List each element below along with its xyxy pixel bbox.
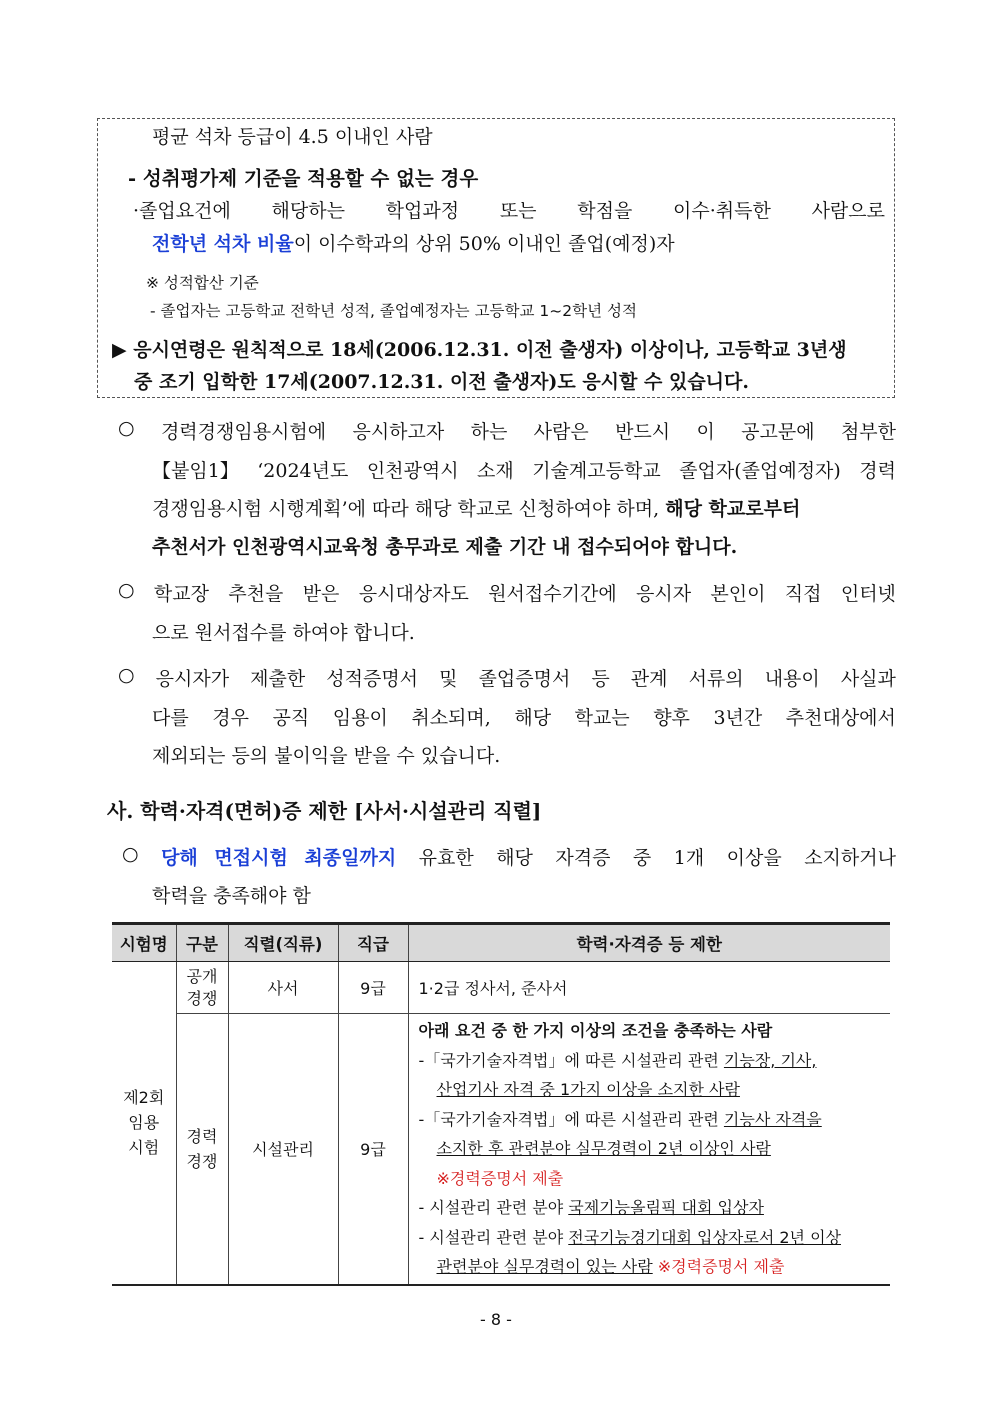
para3-l1-word: 및 xyxy=(439,668,458,690)
para1-l2-word: 인천광역시 xyxy=(366,460,459,482)
para1-l1-word: 이 xyxy=(696,421,715,443)
req-item-2 xyxy=(419,1105,891,1135)
para3-l1-word: 내용이 xyxy=(764,668,820,690)
section-word: 소지하거나 xyxy=(804,847,896,869)
box-bullet-line xyxy=(133,196,885,223)
req-item-4-text: - 시설관리 관련 분야 xyxy=(418,1227,569,1247)
para1-l1-word: 첨부한 xyxy=(840,421,896,443)
req-item-3-underlined: 국제기능올림픽 대회 입상자 xyxy=(568,1198,764,1217)
req-item-2-underlined-2: 소지한 후 관련분야 실무경력이 2년 이상인 사람 xyxy=(436,1139,771,1158)
para1-l1-word: 사람은 xyxy=(533,421,589,443)
para2-l1-word: 응시대상자도 xyxy=(358,583,469,605)
para1-line1 xyxy=(118,417,896,444)
para3-l2-word: 추천대상에서 xyxy=(785,707,896,729)
req-intro: 아래 요건 중 한 가지 이상의 조건을 충족하는 사람 xyxy=(418,1021,773,1040)
para3-l2-word: 3년간 xyxy=(713,707,763,729)
header-grade: 직급 xyxy=(338,924,408,962)
para3-l1-word: 관계 xyxy=(630,668,668,690)
box-rank-rest: 이 이수학과의 상위 50% 이내인 졸업(예정)자 xyxy=(293,233,675,255)
para3-l1-word: 졸업증명서 xyxy=(478,668,571,690)
para1-l1-word: 하는 xyxy=(470,421,508,443)
table-row xyxy=(112,1014,890,1285)
box-note-body: - 졸업자는 고등학교 전학년 성적, 졸업예정자는 고등학교 1~2학년 성적 xyxy=(150,302,637,320)
req-item-3-text: - 시설관리 관련 분야 xyxy=(418,1198,569,1217)
para3-line2 xyxy=(152,703,896,730)
box-rank-highlight: 전학년 석차 비율 xyxy=(152,233,294,255)
para3-line1 xyxy=(118,664,896,691)
section-title: 사. 학력·자격(면허)증 제한 [사서·시설관리 직렬] xyxy=(107,799,542,823)
para1-l2-word: 【붙임1】 xyxy=(152,460,239,482)
type-cell: 공개 경쟁 xyxy=(176,962,228,1014)
para1-line3-normal: 경쟁임용시험 시행계획’에 따라 해당 학교로 신청하여야 하며, xyxy=(152,498,660,520)
para1-l2-word: 소재 xyxy=(477,460,514,482)
box-bullet-word: 또는 xyxy=(499,200,537,222)
req-item-4-underlined: 전국기능경기대회 입상자로서 2년 이상 xyxy=(568,1227,841,1247)
para2-l1-word: 인터넷 xyxy=(840,583,896,605)
section-para-line2: 학력을 충족해야 함 xyxy=(152,885,311,907)
para1-l1-word: ○ xyxy=(118,417,135,439)
page-number: - 8 - xyxy=(480,1310,512,1329)
box-bullet-word: 학점을 xyxy=(577,200,633,222)
req-item-1-underlined-2: 산업기사 자격 중 1가지 이상을 소지한 사람 xyxy=(436,1080,740,1099)
box-bullet-word: 해당하는 xyxy=(271,200,345,222)
para1-l2-word: 졸업자(졸업예정자) xyxy=(679,460,841,482)
para3-l2-word: 다를 xyxy=(152,707,189,729)
section-word: 자격증 xyxy=(555,847,611,869)
para1-l2-word: 기술계고등학교 xyxy=(532,460,661,482)
req-item-1-text: -「국가기술자격법」에 따른 시설관리 관련 xyxy=(418,1050,724,1070)
header-requirement: 학력·자격증 등 제한 xyxy=(408,924,890,962)
req-item-4-note: ※경력증명서 제출 xyxy=(652,1257,785,1276)
req-item-2-cont xyxy=(419,1134,891,1164)
para3-l1-word: 등 xyxy=(591,668,610,690)
para1-line4: 추천서가 인천광역시교육청 총무과로 제출 기간 내 접수되어야 합니다. xyxy=(152,536,738,558)
para2-line1 xyxy=(118,579,896,606)
para1-l2-word: ‘2024년도 xyxy=(257,460,349,482)
para3-l1-word: 서류의 xyxy=(688,668,744,690)
para1-l1-word: 경력경쟁임용시험에 xyxy=(160,421,327,443)
para2-l1-word: 응시자 xyxy=(636,583,692,605)
para1-l2-word: 경력 xyxy=(859,460,896,482)
para3-l1-word: 제출한 xyxy=(250,668,306,690)
grade-cell: 9급 xyxy=(338,1014,408,1285)
section-highlight: 당해 면접시험 최종일까지 xyxy=(161,847,397,869)
para1-l1-word: 공고문에 xyxy=(741,421,815,443)
req-item-4-cont xyxy=(419,1252,891,1282)
req-item-1-cont xyxy=(419,1075,891,1105)
para3-l2-word: 향후 xyxy=(653,707,690,729)
table-header-row xyxy=(112,924,890,962)
para3-l2-word: 공직 xyxy=(272,707,310,729)
para3-l2-word: 취소되며, xyxy=(411,707,491,729)
req-item-4 xyxy=(419,1223,891,1253)
para3-l1-word: 사실과 xyxy=(840,668,896,690)
box-heading-criteria: - 성취평가제 기준을 적용할 수 없는 경우 xyxy=(128,167,479,190)
box-bullet-word: ·졸업요건에 xyxy=(133,200,231,222)
type-cell: 경력 경쟁 xyxy=(176,1014,228,1285)
series-cell: 시설관리 xyxy=(228,1014,338,1285)
grade-cell: 9급 xyxy=(338,962,408,1014)
box-age-line-1: ▶ 응시연령은 원칙적으로 18세(2006.12.31. 이전 출생자) 이상이나, 고등학교 3년생 xyxy=(112,339,847,361)
para3-line3: 제외되는 등의 불이익을 받을 수 있습니다. xyxy=(152,745,501,767)
box-note-title: ※ 성적합산 기준 xyxy=(146,274,259,292)
section-para-line1 xyxy=(122,843,896,870)
section-word: 중 xyxy=(632,847,652,869)
para3-l2-word: 해당 xyxy=(514,707,552,729)
box-bullet-word: 사람으로 xyxy=(811,200,885,222)
box-age-line-2: 중 조기 입학한 17세(2007.12.31. 이전 출생자)도 응시할 수 있습니다. xyxy=(134,371,749,393)
requirement-cell: 1·2급 정사서, 준사서 xyxy=(408,962,890,1014)
req-item-1-underlined: 기능장, 기사, xyxy=(723,1050,817,1070)
para2-l1-word: 직접 xyxy=(784,583,822,605)
req-item-2-text: -「국가기술자격법」에 따른 시설관리 관련 xyxy=(418,1109,724,1129)
requirement-cell-detail xyxy=(408,1014,890,1285)
para1-l1-word: 응시하고자 xyxy=(352,421,445,443)
req-item-3 xyxy=(419,1193,891,1223)
para3-l2-word: 학교는 xyxy=(574,707,630,729)
para2-l1-word: 원서접수기간에 xyxy=(488,583,617,605)
para3-l2-word: 임용이 xyxy=(332,707,388,729)
header-series: 직렬(직류) xyxy=(228,924,338,962)
para1-line3-bold: 해당 학교로부터 xyxy=(665,498,801,520)
box-bullet-word: 이수·취득한 xyxy=(673,200,771,222)
header-exam: 시험명 xyxy=(112,924,176,962)
box-bullet-word: 학업과정 xyxy=(385,200,460,222)
para1-line3 xyxy=(152,494,800,521)
para3-l1-word: 응시자가 xyxy=(155,668,230,690)
para2-l1-word: 본인이 xyxy=(710,583,766,605)
qualification-table xyxy=(112,922,890,1286)
para3-l1-word: ○ xyxy=(118,664,135,686)
table-row xyxy=(112,962,890,1014)
header-type: 구분 xyxy=(176,924,228,962)
para2-l1-word: 추천을 xyxy=(228,583,284,605)
req-item-2-underlined: 기능사 자격을 xyxy=(723,1109,822,1129)
section-bullet: ○ xyxy=(122,843,139,865)
exam-name-cell: 제2회 임용 시험 xyxy=(112,962,176,1285)
section-word: 1개 xyxy=(673,847,705,869)
section-word: 유효한 xyxy=(418,847,474,869)
para3-l2-word: 경우 xyxy=(212,707,249,729)
req-item-1 xyxy=(419,1046,891,1076)
box-rank-line xyxy=(152,229,675,256)
para2-l1-word: 받은 xyxy=(302,583,340,605)
req-item-4-underlined-2: 관련분야 실무경력이 있는 사람 xyxy=(436,1257,653,1276)
para1-line2 xyxy=(152,456,896,483)
box-line-grade: 평균 석차 등급이 4.5 이내인 사람 xyxy=(152,126,433,148)
series-cell: 사서 xyxy=(228,962,338,1014)
para2-l1-word: 학교장 xyxy=(153,583,209,605)
para2-line2: 으로 원서접수를 하여야 합니다. xyxy=(152,622,415,644)
para1-l1-word: 반드시 xyxy=(615,421,671,443)
para2-l1-word: ○ xyxy=(118,579,135,601)
section-word: 이상을 xyxy=(726,847,782,869)
req-item-2-note: ※경력증명서 제출 xyxy=(436,1168,564,1188)
section-word: 해당 xyxy=(496,847,533,869)
para3-l1-word: 성적증명서 xyxy=(326,668,419,690)
